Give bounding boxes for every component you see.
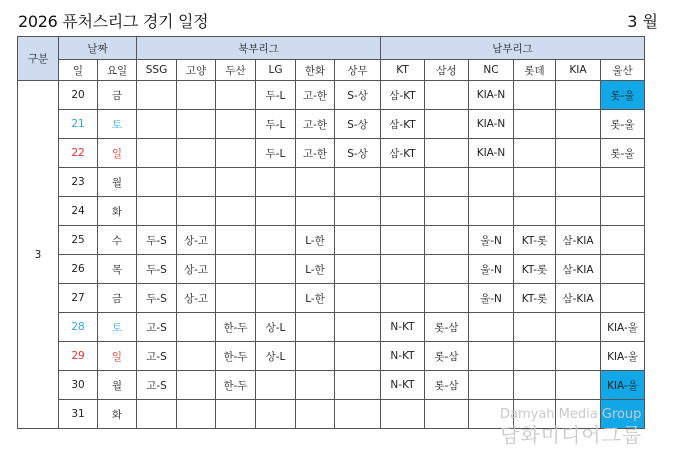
game-cell [296,400,335,429]
schedule-table [17,36,645,429]
game-cell [514,139,556,168]
game-cell [177,110,216,139]
game-cell: 울-N [469,226,514,255]
game-cell [256,284,296,313]
game-cell [556,400,601,429]
game-cell [335,226,381,255]
game-cell [137,81,177,110]
game-cell: 고-한 [296,81,335,110]
header-team: 울산 [601,60,645,81]
game-cell: KT-롯 [514,284,556,313]
header-date-group: 날짜 [59,37,137,60]
game-cell [601,168,645,197]
game-cell [216,255,256,284]
table-row [18,400,645,429]
game-cell [425,110,469,139]
game-cell: 상-L [256,342,296,371]
game-cell: 울-N [469,284,514,313]
game-cell [514,313,556,342]
game-cell [256,400,296,429]
game-cell: 상-고 [177,255,216,284]
game-cell [601,226,645,255]
game-cell [425,400,469,429]
game-cell [256,168,296,197]
weekday-cell: 월 [98,371,137,400]
table-row [18,284,645,313]
day-cell: 22 [59,139,98,168]
game-cell: 삼-KT [381,139,425,168]
game-cell: 롯-울 [601,81,645,110]
game-cell: S-상 [335,139,381,168]
game-cell: L-한 [296,284,335,313]
game-cell [256,197,296,226]
header-team: 고양 [177,60,216,81]
game-cell: 상-고 [177,226,216,255]
game-cell [216,81,256,110]
game-cell [469,168,514,197]
weekday-cell: 화 [98,197,137,226]
game-cell: KIA-N [469,139,514,168]
game-cell [296,168,335,197]
game-cell [381,400,425,429]
game-cell [216,400,256,429]
game-cell: KIA-N [469,110,514,139]
game-cell [296,197,335,226]
game-cell [556,168,601,197]
game-cell: 한-두 [216,371,256,400]
weekday-cell: 일 [98,139,137,168]
game-cell [556,342,601,371]
game-cell: 고-한 [296,110,335,139]
game-cell: S-상 [335,110,381,139]
game-cell [177,342,216,371]
day-cell: 27 [59,284,98,313]
game-cell [335,284,381,313]
game-cell: L-한 [296,255,335,284]
game-cell: 삼-KIA [556,284,601,313]
game-cell: KIA-울 [601,313,645,342]
game-cell: 롯-울 [601,110,645,139]
game-cell [296,371,335,400]
game-cell: 롯-삼 [425,371,469,400]
month-cell: 3 [18,81,59,429]
day-cell: 26 [59,255,98,284]
game-cell: 울-N [469,255,514,284]
game-cell [216,110,256,139]
watermark-en: Damyah Media Group [500,407,642,422]
game-cell [381,255,425,284]
game-cell [335,371,381,400]
game-cell: 두-S [137,226,177,255]
weekday-cell: 월 [98,168,137,197]
table-row [18,110,645,139]
game-cell [216,284,256,313]
day-cell: 29 [59,342,98,371]
game-cell: 두-S [137,255,177,284]
day-cell: 25 [59,226,98,255]
game-cell [137,400,177,429]
game-cell [514,342,556,371]
game-cell [425,197,469,226]
game-cell [335,168,381,197]
game-cell [137,139,177,168]
game-cell [514,110,556,139]
day-cell: 24 [59,197,98,226]
game-cell [425,284,469,313]
game-cell [335,197,381,226]
game-cell [556,110,601,139]
weekday-cell: 금 [98,81,137,110]
header-weekday: 요일 [98,60,137,81]
table-row [18,255,645,284]
game-cell [335,400,381,429]
day-cell: 21 [59,110,98,139]
game-cell [514,81,556,110]
game-cell [425,226,469,255]
game-cell: 삼-KIA [556,226,601,255]
game-cell: 한-두 [216,313,256,342]
weekday-cell: 토 [98,110,137,139]
game-cell: KT-롯 [514,226,556,255]
month-label: 3 월 [627,12,658,31]
header-south-league: 남부리그 [381,37,645,60]
game-cell [177,139,216,168]
game-cell [556,197,601,226]
game-cell: 두-S [137,284,177,313]
game-cell: 롯-삼 [425,342,469,371]
day-cell: 30 [59,371,98,400]
game-cell: 고-S [137,371,177,400]
game-cell [256,255,296,284]
table-row [18,371,645,400]
header-gubun: 구분 [18,37,59,81]
game-cell [425,81,469,110]
game-cell [335,313,381,342]
game-cell [177,197,216,226]
game-cell: 고-S [137,313,177,342]
game-cell [177,313,216,342]
game-cell: 롯-울 [601,139,645,168]
header-team: 한화 [296,60,335,81]
table-row [18,139,645,168]
game-cell: 고-한 [296,139,335,168]
game-cell [556,371,601,400]
game-cell [256,226,296,255]
game-cell [514,197,556,226]
page-title: 2026 퓨처스리그 경기 일정 [18,12,209,31]
game-cell [469,197,514,226]
game-cell [137,197,177,226]
game-cell: 두-L [256,81,296,110]
table-row [18,226,645,255]
game-cell [469,313,514,342]
game-cell: 두-L [256,139,296,168]
game-cell [216,168,256,197]
game-cell: 삼-KT [381,110,425,139]
header-team: LG [256,60,296,81]
game-cell [469,371,514,400]
game-cell: N-KT [381,371,425,400]
header-day: 일 [59,60,98,81]
game-cell [177,400,216,429]
weekday-cell: 화 [98,400,137,429]
game-cell [296,342,335,371]
watermark-ko: 담화미디어그룹 [500,423,643,447]
game-cell: KIA-N [469,81,514,110]
game-cell [335,255,381,284]
day-cell: 28 [59,313,98,342]
game-cell: 삼-KT [381,81,425,110]
game-cell [216,139,256,168]
weekday-cell: 금 [98,284,137,313]
game-cell [425,139,469,168]
table-row [18,342,645,371]
game-cell [177,168,216,197]
header-team: 롯데 [514,60,556,81]
game-cell [296,313,335,342]
header-team: 두산 [216,60,256,81]
day-cell: 23 [59,168,98,197]
header-team: NC [469,60,514,81]
game-cell [556,139,601,168]
game-cell [514,371,556,400]
game-cell [601,284,645,313]
weekday-cell: 목 [98,255,137,284]
game-cell [601,400,645,429]
game-cell [381,168,425,197]
game-cell: S-상 [335,81,381,110]
game-cell [256,371,296,400]
game-cell: 상-고 [177,284,216,313]
game-cell [556,313,601,342]
game-cell [425,255,469,284]
game-cell [469,400,514,429]
game-cell [381,197,425,226]
weekday-cell: 일 [98,342,137,371]
game-cell [514,168,556,197]
game-cell: KT-롯 [514,255,556,284]
game-cell [216,226,256,255]
game-cell: N-KT [381,342,425,371]
game-cell: KIA-울 [601,371,645,400]
day-cell: 20 [59,81,98,110]
game-cell: 고-S [137,342,177,371]
header-team: KT [381,60,425,81]
table-row [18,313,645,342]
game-cell [335,342,381,371]
game-cell: 롯-삼 [425,313,469,342]
game-cell: 한-두 [216,342,256,371]
game-cell [601,197,645,226]
weekday-cell: 토 [98,313,137,342]
game-cell [216,197,256,226]
game-cell [137,110,177,139]
game-cell: 상-L [256,313,296,342]
game-cell: N-KT [381,313,425,342]
game-cell: KIA-울 [601,342,645,371]
game-cell [425,168,469,197]
game-cell [469,342,514,371]
header-team: 삼성 [425,60,469,81]
game-cell: 두-L [256,110,296,139]
weekday-cell: 수 [98,226,137,255]
game-cell [137,168,177,197]
game-cell [556,81,601,110]
game-cell [177,371,216,400]
table-row [18,197,645,226]
header-north-league: 북부리그 [137,37,381,60]
header-team: KIA [556,60,601,81]
day-cell: 31 [59,400,98,429]
game-cell [177,81,216,110]
game-cell [514,400,556,429]
game-cell: 삼-KIA [556,255,601,284]
game-cell [381,226,425,255]
table-row [18,81,645,110]
game-cell: L-한 [296,226,335,255]
table-row [18,168,645,197]
header-team: 상무 [335,60,381,81]
game-cell [601,255,645,284]
game-cell [381,284,425,313]
header-team: SSG [137,60,177,81]
